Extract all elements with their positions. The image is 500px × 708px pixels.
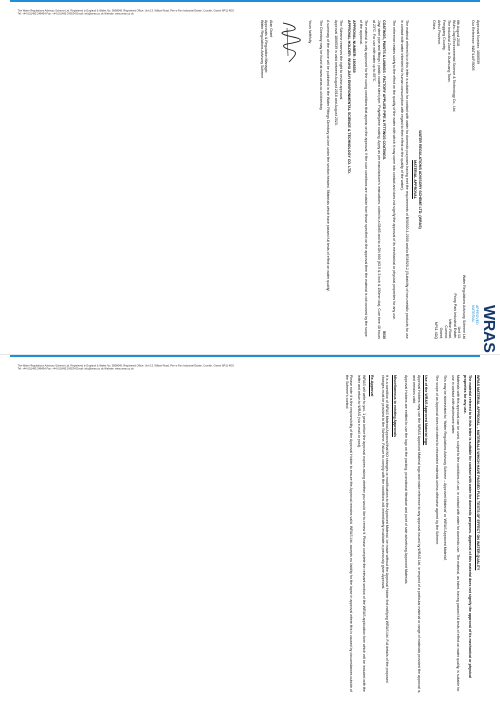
product-description: Jiayi steel pipe and fittings / plastic coated steel pipe. Polyethylene coating. Apply as per manufacturer's instructions: coiled to a DN65 and to a DN 600 (63.5 & 3 inch & 150mm dia). Cure time 48 hours at 23°C. For use with water up to 85°C. [372, 20, 381, 339]
paragraph: The scope of an Approval does not extend to rebranded materials unless otherwise agreed by the Scheme. [435, 375, 440, 546]
letter-date: 6th August 2018 [456, 20, 461, 46]
paragraph: A summary of the above will be published in the Water Fittings Directory on-line under the section headed, 'Materials which have passed full tests of effect on water quality'. [326, 20, 331, 293]
letter-heading: WATER REGULATIONS ADVISORY SCHEME LTD. (WRAS) [417, 130, 422, 229]
product-title: COATINGS, PAINTS & LININGS : FACTORY APPLIED PIPE & FITTINGS COATINGS. [381, 20, 386, 161]
paragraph: The material is only approved for the curing conditions that appear on the approval. If the cure conditions are outside from those specified on the approval then the material is not covered by the scope of the approval. [359, 20, 369, 337]
paragraph: Materials with this approval can be used, subject to the conditions of use, in contact with water for domestic use. The material, as listed, having passed full tests of effect on water quality, is suitable for use in contact with wholesome water. [450, 375, 460, 692]
paragraph: Please note it is the responsibility of the Approval Holder to ensure the Approval remains valid. WRAS Ltd. accepts no liability for the lapse in approval where this is caused by circumstances outside of the Scheme's control. [344, 375, 354, 693]
letter-subheading: MATERIAL APPROVAL [412, 160, 417, 199]
accent-bar [10, 355, 480, 357]
paragraph: Approval Holders may use the WRAS Approved Material logo and make reference to any approval issued by WRAS Ltd. in respect of a particular material or range of materials provided the approval is, and remains valid. [411, 375, 421, 694]
misc-heading: Miscellaneous to existing Approvals [393, 375, 398, 437]
paragraph: This may be abbreviated to: 'Water Regulations Advisory Scheme – Approved Material' or 'WRAS Approved Material'. [443, 375, 448, 562]
page-footer: The Water Regulations Advisory Scheme Ltd. Registered in England & Wales No. 3808048. Registered Office: Unit 13, Willow Road, Pen-y-Fan Industrial Estate, Crumlin, Gwent NP11 4EG Tel: +44 (0)1495 248454 Fax: +44 (0)1495 249234 Email: info@wras.co.uk Website: www.wras.co.uk [17, 364, 234, 371]
logo-use-heading: Use of the WRAS Approved Material logo [424, 375, 429, 446]
paragraph: The reference relates solely to the effect on the quality of the water with which it may come into contact and does not signify the approval of its mechanical or physical properties for any use. [392, 20, 397, 320]
paragraph: It is a condition of WRAS Material Approval that NO changes or modifications to the Approved Material, be made without the Approval Holder first notifying WRAS Ltd. Full details of the proposed changes must be provided to the Scheme. Failure to comply with the conditions will immediately invalidate a previously given Approval. [380, 375, 390, 683]
wras-logo-subtitle: APPROVED MATERIAL [471, 305, 479, 325]
reference-line: Our Reference: MAT/LA/F/8005 [471, 20, 476, 71]
paragraph: Approval 1806539 is valid between August 2018 and August 2023. [334, 20, 339, 126]
paragraph: Approval Holders are entitled to use the logo on the packing, promotional literature and point of sale advertising Approved Materials. [404, 375, 409, 585]
accent-bar [10, 0, 480, 2]
reapproval-heading: Re-Approval [369, 375, 374, 397]
conditions-heading: WRAS MATERIAL APPROVAL – MATERIALS WHICH HAVE PASSED FULL TESTS OF EFFECT ON WATER QUALITY [476, 375, 480, 571]
sign-off: Yours faithfully [307, 20, 312, 44]
letter-page-1 [0, 0, 500, 353]
approval-number-label: APPROVAL NUMBER: 1806539 [351, 20, 356, 73]
product-code: 5030 [381, 331, 386, 339]
signatory-organisation: Water Regulations Advisory Scheme [259, 20, 264, 79]
page-footer: The Water Regulations Advisory Scheme Ltd. Registered in England & Wales No. 3808048. Registered Office: Unit 13, Willow Road, Pen-y-Fan Industrial Estate, Crumlin, Gwent NP11 4EG Tel: +44 (0)1495 248454 Fax: +44 (0)1495 249234 Email: info@wras.co.uk Website: www.wras.co.uk [17, 9, 234, 16]
conditions-body [16, 375, 480, 694]
paragraph: WRAS will write to you, 1 year before the approval expires asking whether you would like to renew it. Please complete the relevant section of the WRAS application form which will be included with the letter and return to WRAS (via e-mail or post). [357, 375, 367, 692]
sender-address: Water Regulations Advisory Scheme Ltd Unit 13, Priory Park Industrial Estate, Ivitton Road, Cumnor, Gwent, NP11 4DQ [434, 274, 466, 339]
approval-holder: APPROVAL HOLDER: WUHU JIAYI ENVIRONMENTAL SCIENCE & TECHNOLOGY CO. LTD. [346, 20, 351, 174]
letter-page-2 [0, 354, 500, 708]
signatory-title: Approvals & Regulation Manager [264, 20, 269, 73]
wras-logo: WRAS [480, 305, 497, 353]
paragraph: The material referred to in this letter is suitable for contact with water for domestic purposes. Approval of this material does not signify the approval of its mechanical or physical properties for any use. [463, 375, 473, 679]
directory-link-line: The Directory may be found at www.wras.co.uk/directory [318, 20, 323, 110]
letter-body [16, 20, 480, 339]
signatory-name: Alan Grant [269, 20, 274, 38]
recipient-address: Wuhu Jiayi Environmental Science & Technology Co., Ltd. The Industrial Zone in Ouzhuang Town, Fenggang Country, Anhui Province, China [432, 20, 456, 113]
paragraph: The material referred to in this letter is suitable for contact with water for domestic purposes having met the requirements of BS6920-1:2000 and/or BS6920-2 (Suitability of non-metallic products for use in contact with water intended for human consumption with regard to their effect on the quality of the water). [400, 20, 410, 339]
signature [277, 20, 303, 66]
paragraph: The Scheme reserves the right to review approval. [339, 20, 344, 101]
approval-number-line: Approval Number: 1806539 [476, 20, 480, 64]
product-heading-row [381, 20, 386, 339]
